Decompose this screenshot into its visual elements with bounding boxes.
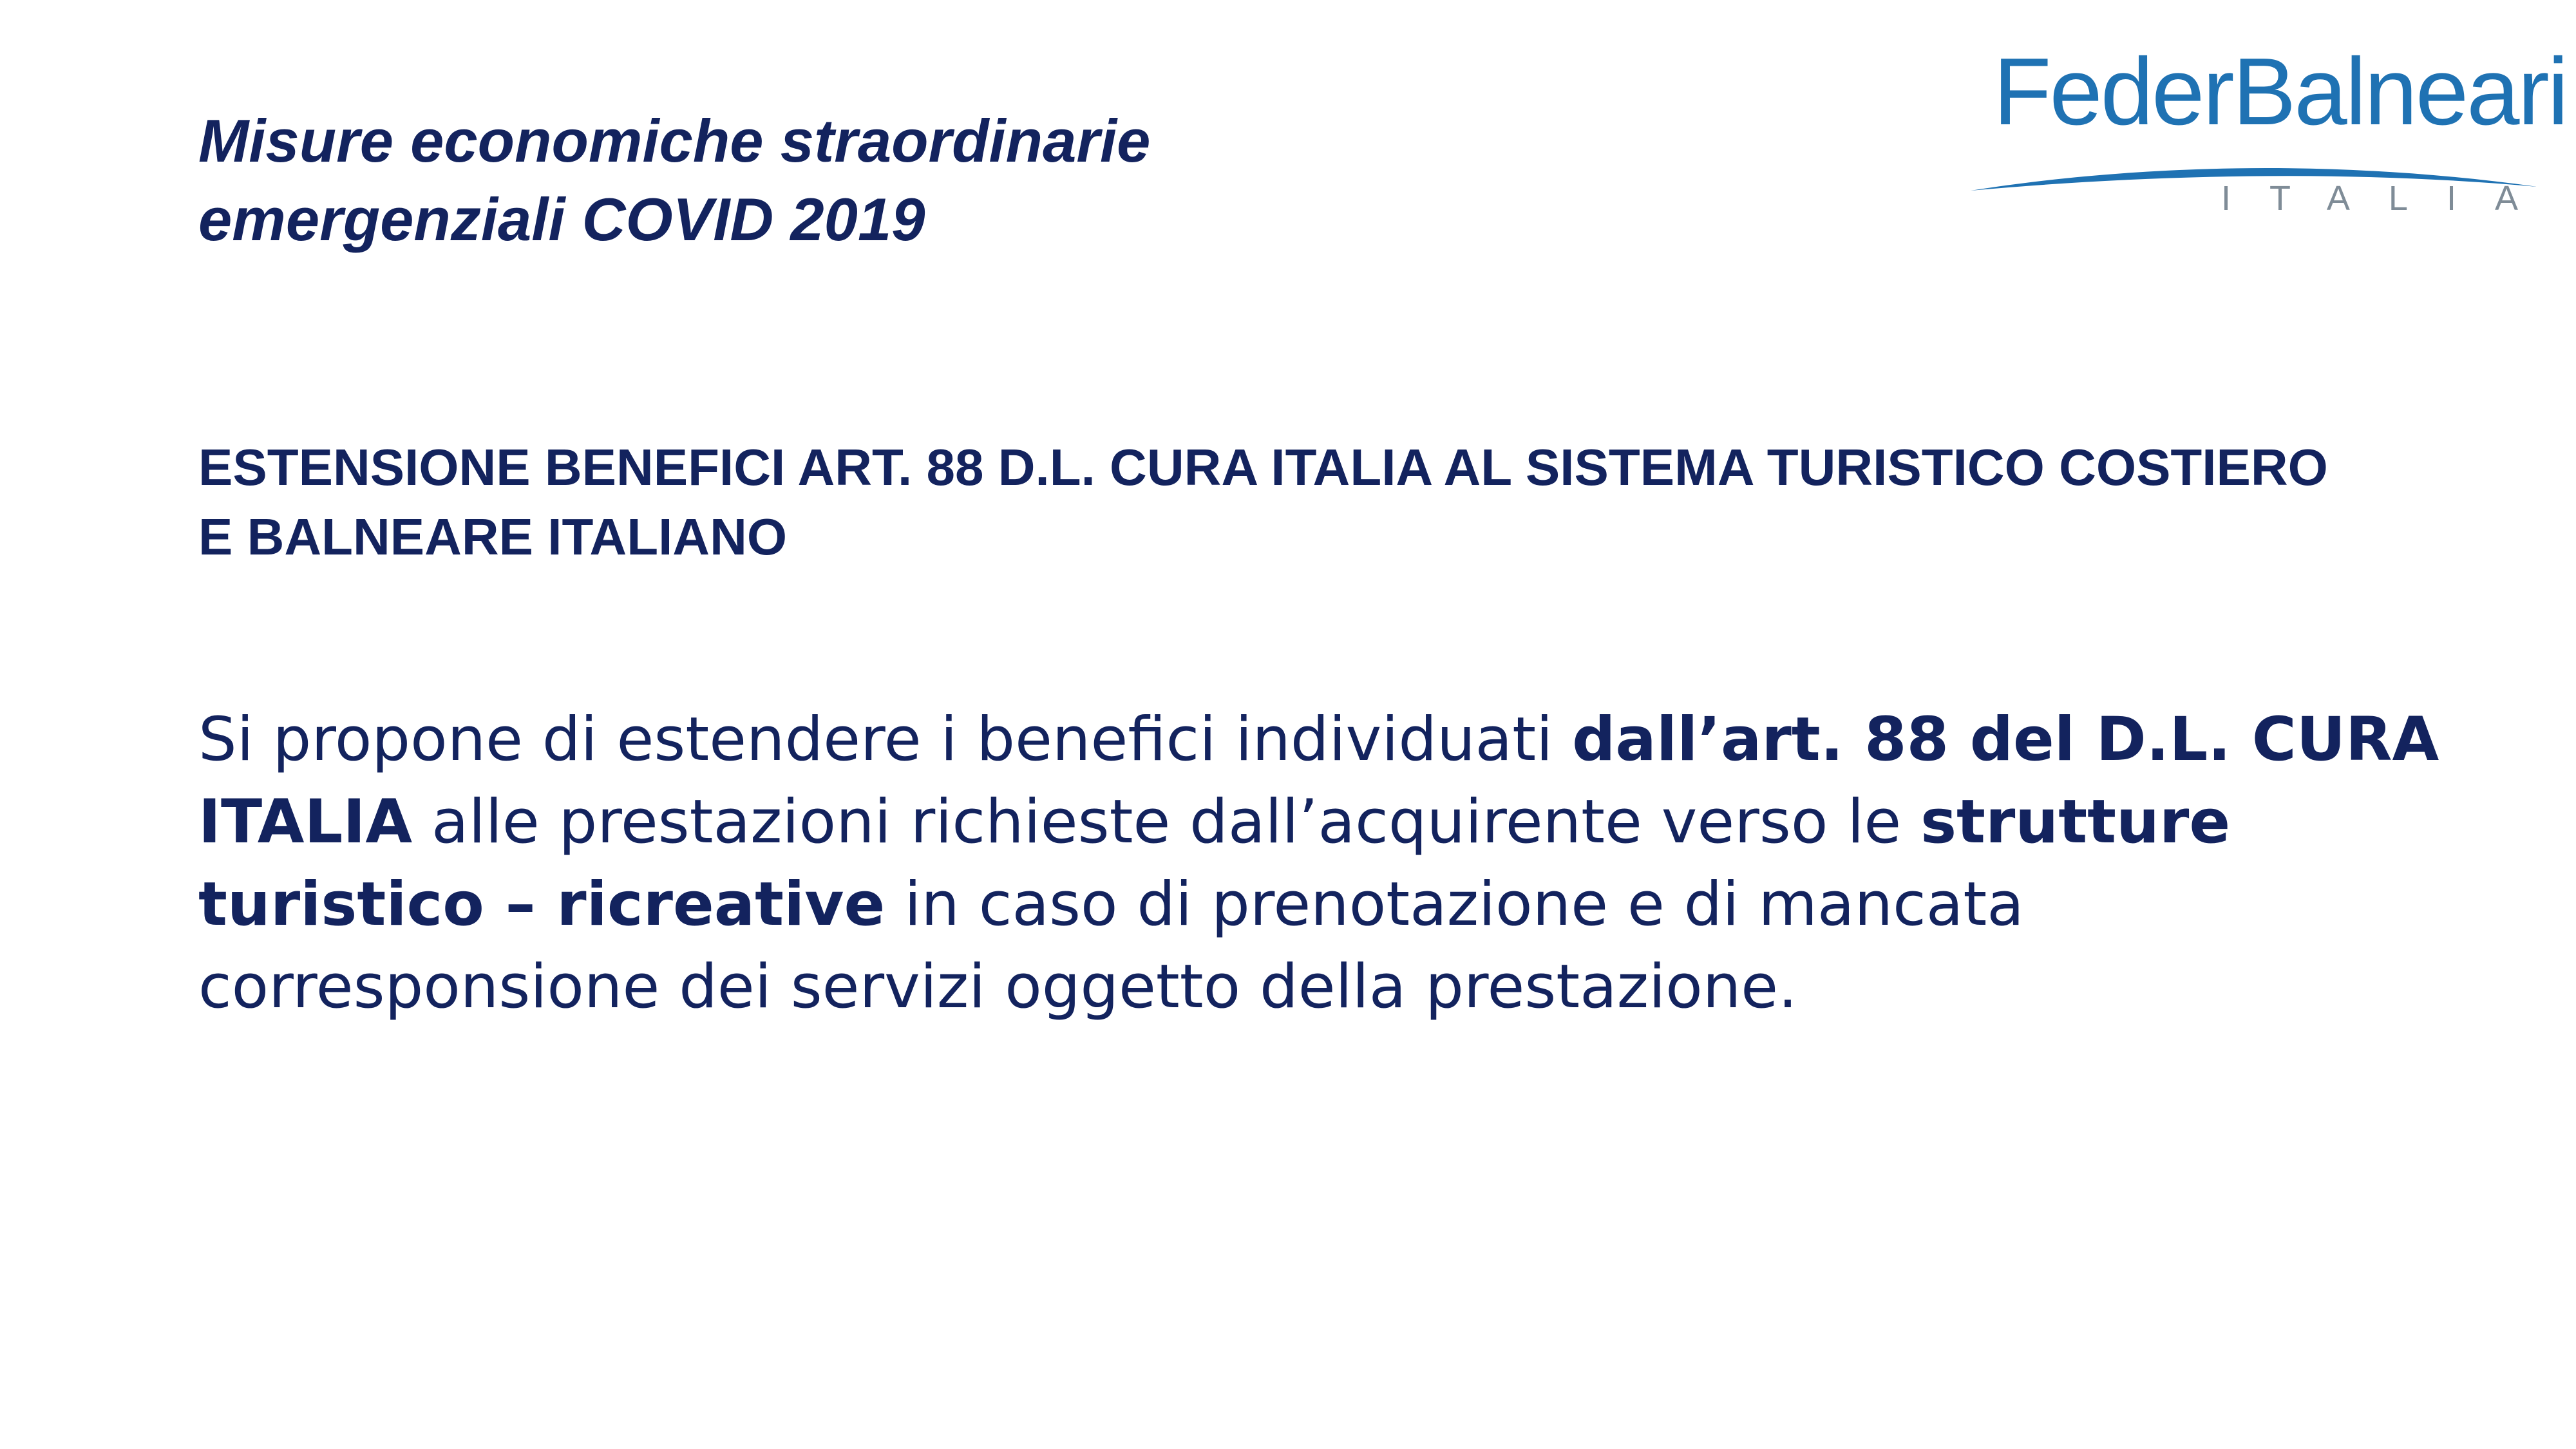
section-heading-line-2: E BALNEARE ITALIANO [198,508,788,565]
slide-title-line-1: Misure economiche straordinarie [198,107,1151,175]
body-line-2 [198,781,2452,864]
body-text-regular: in caso di prenotazione e di mancata [885,869,2024,940]
body-line-4 [198,946,2452,1028]
body-text-regular: alle prestazioni richieste dall’acquirente verso le [412,787,1921,857]
body-text-regular: Si propone di estendere i benefici individuati [198,705,1573,775]
slide-title-line-2: emergenziali COVID 2019 [198,185,925,253]
logo-wordmark: FederBalneari [1993,39,2567,145]
body-text-bold: ITALIA [198,787,413,857]
logo-country: ITALIA [2221,179,2557,218]
body-text-bold: turistico – ricreative [198,869,886,940]
body-text-bold: dall’art. 88 del D.L. CURA [1572,705,2439,775]
body-text-bold: strutture [1920,787,2231,857]
body-paragraph [198,699,2452,1028]
body-text-regular: corresponsione dei servizi oggetto della prestazione. [198,952,1798,1022]
federbalneari-logo [1964,37,2567,231]
section-heading [198,433,2420,572]
body-line-3 [198,864,2452,946]
slide-title [198,102,1615,259]
body-line-1 [198,699,2452,781]
section-heading-line-1: ESTENSIONE BENEFICI ART. 88 D.L. CURA ITALIA AL SISTEMA TURISTICO COSTIERO [198,439,2328,496]
